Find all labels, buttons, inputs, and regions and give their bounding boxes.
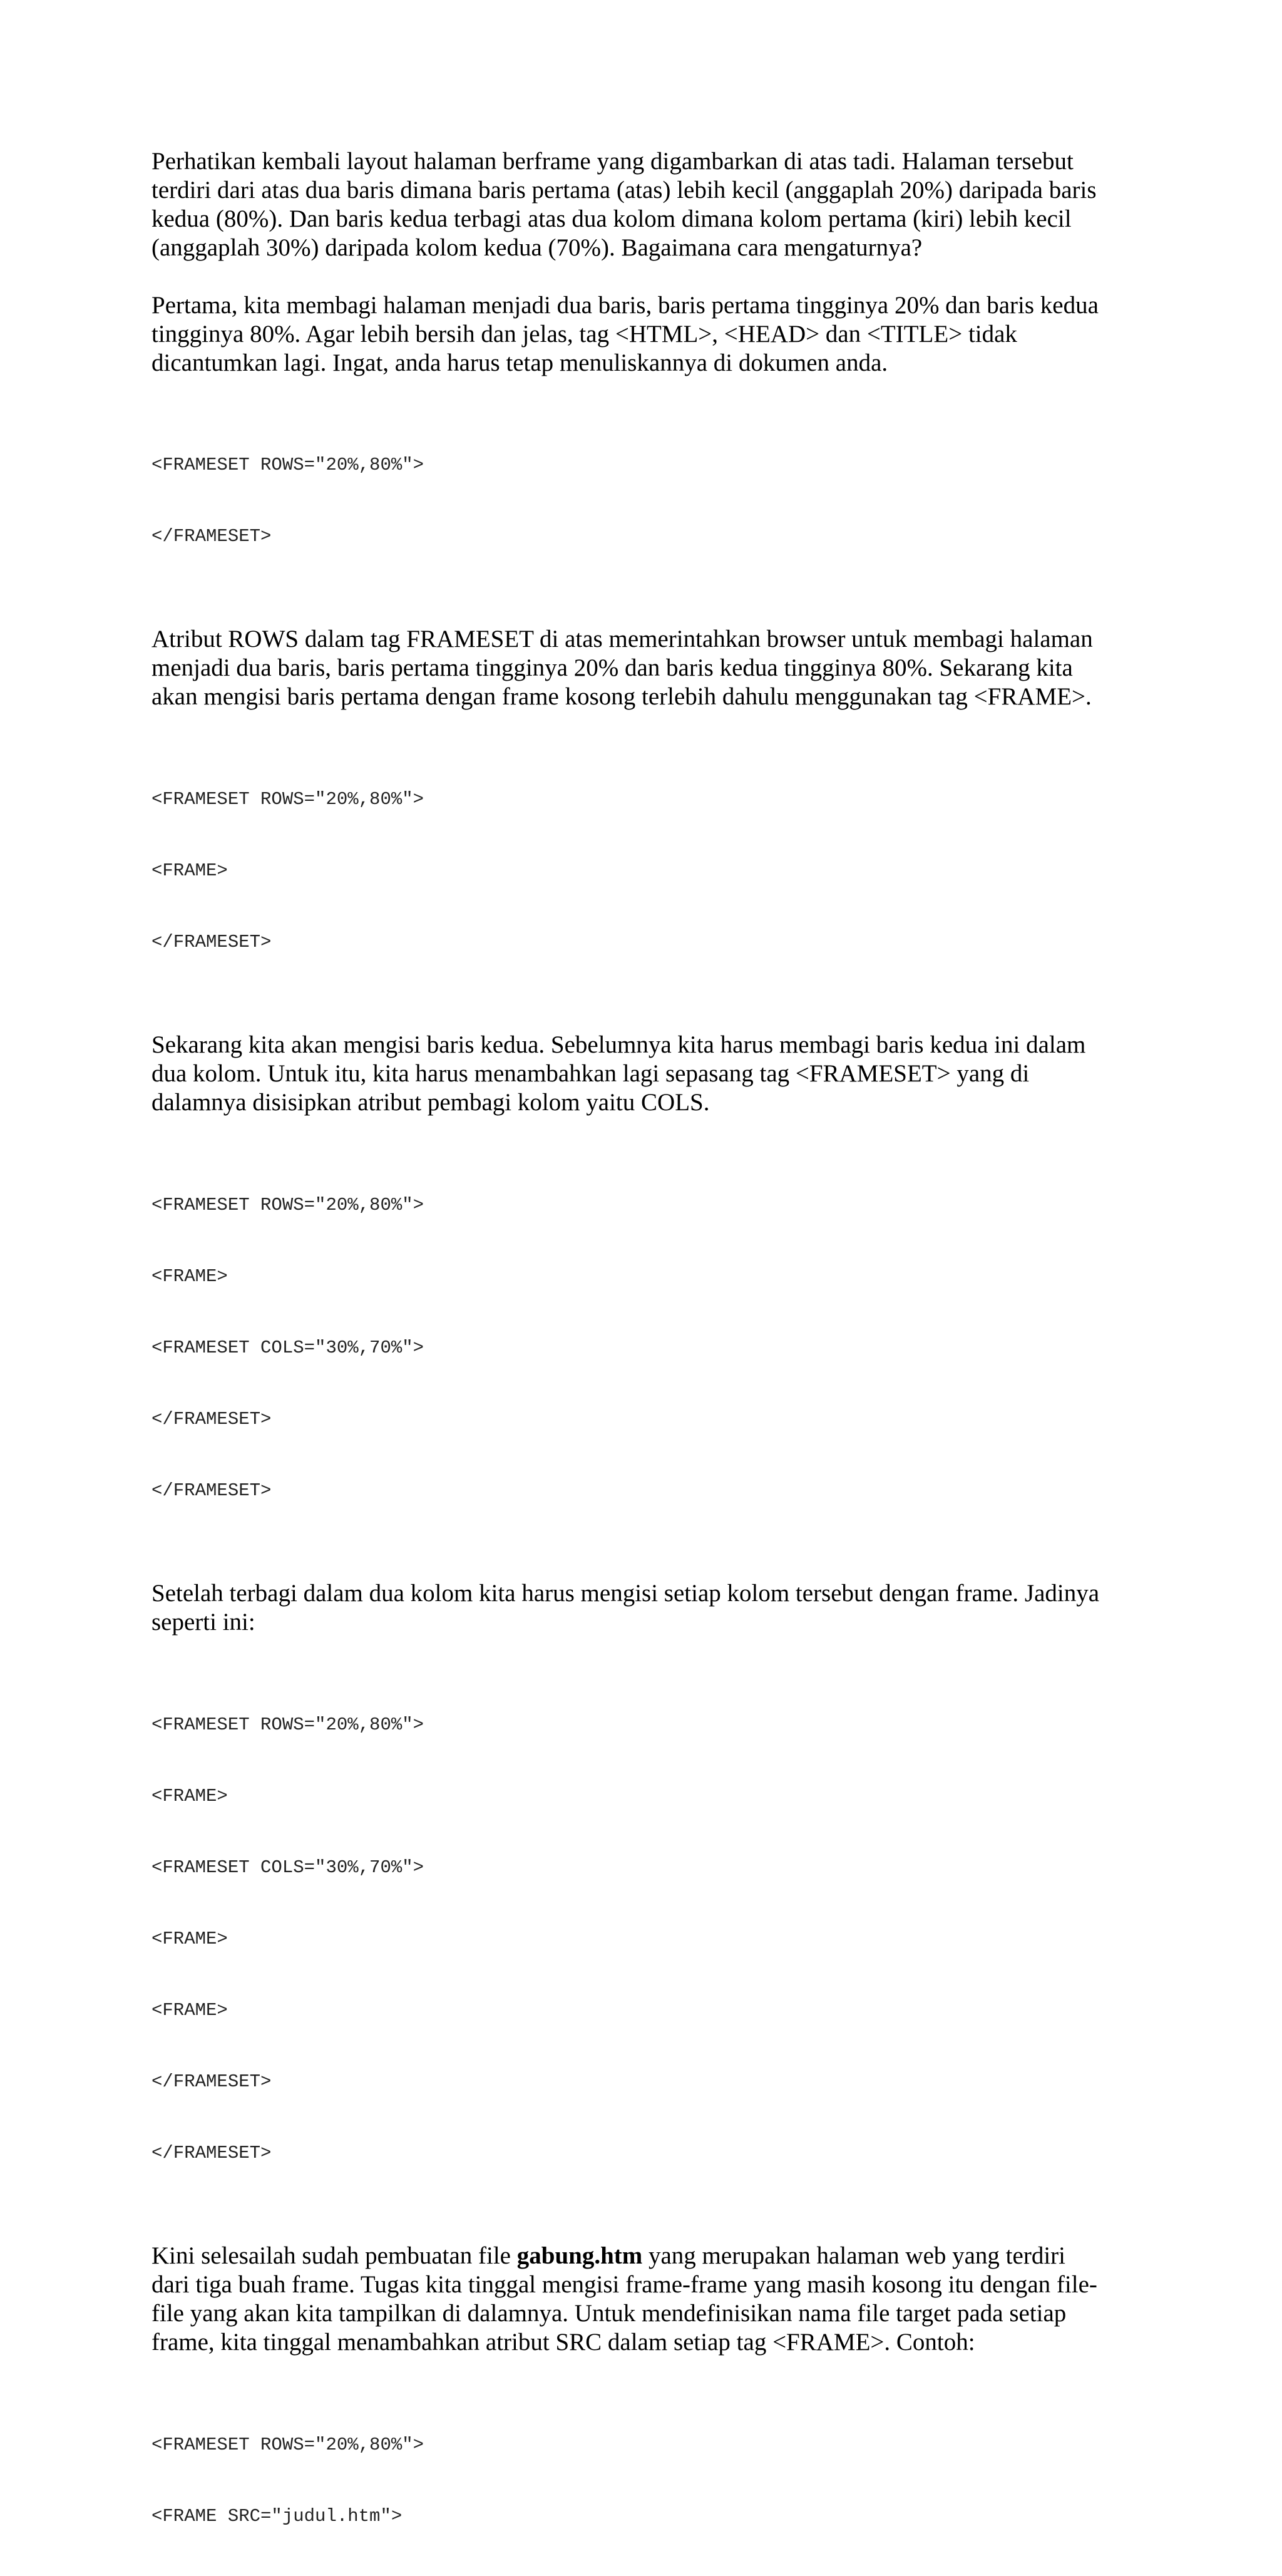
code-block-full	[151, 1666, 1141, 2213]
code-block-cols	[151, 1146, 1141, 1550]
code-line: <FRAMESET ROWS="20%,80%">	[151, 2434, 424, 2455]
code-line: <FRAME>	[151, 1786, 228, 1806]
code-line: <FRAME>	[151, 860, 228, 881]
code-line: <FRAMESET COLS="30%,70%">	[151, 1857, 424, 1878]
code-line: <FRAMESET ROWS="20%,80%">	[151, 1714, 424, 1735]
paragraph-gabung	[151, 2242, 1141, 2357]
paragraph-rows-explanation: Pertama, kita membagi halaman menjadi dua baris, baris pertama tingginya 20% dan baris kedua tingginya 80%. Agar lebih bersih dan jelas, tag <HTML>, <HEAD> dan <TITLE> tidak dicantumkan lagi. Ingat, anda harus tetap menuliskannya di dokumen anda.	[151, 292, 1099, 376]
code-line: </FRAMESET>	[151, 2071, 272, 2092]
code-line: <FRAMESET ROWS="20%,80%">	[151, 455, 424, 475]
code-block-rows	[151, 406, 1141, 596]
code-block-frame	[151, 740, 1141, 1002]
code-line: <FRAMESET ROWS="20%,80%">	[151, 1195, 424, 1215]
code-line: <FRAME>	[151, 2000, 228, 2021]
code-line: <FRAME>	[151, 1929, 228, 1949]
paragraph-intro: Perhatikan kembali layout halaman berframe yang digambarkan di atas tadi. Halaman tersebut terdiri dari atas dua baris dimana baris pertama (atas) lebih kecil (anggaplah 20%) daripada baris kedua (80%). Dan baris kedua terbagi atas dua kolom dimana kolom pertama (kiri) lebih kecil (anggaplah 30%) daripada kolom kedua (70%). Bagaimana cara mengaturnya?	[151, 148, 1097, 261]
filename-gabung: gabung.htm	[516, 2242, 643, 2269]
document-page	[151, 147, 1141, 2576]
paragraph-fill-columns: Setelah terbagi dalam dua kolom kita harus mengisi setiap kolom tersebut dengan frame. Jadinya seperti ini:	[151, 1580, 1100, 1636]
paragraph-second-row: Sekarang kita akan mengisi baris kedua. Sebelumnya kita harus membagi baris kedua ini dalam dua kolom. Untuk itu, kita harus menambahkan lagi sepasang tag <FRAMESET> yang di dalamnya disisipkan atribut pembagi kolom yaitu COLS.	[151, 1031, 1086, 1116]
code-block-src	[151, 2386, 1141, 2576]
code-line: </FRAMESET>	[151, 2143, 272, 2163]
code-line: </FRAMESET>	[151, 1480, 272, 1501]
code-line: <FRAMESET ROWS="20%,80%">	[151, 789, 424, 810]
code-line: <FRAME>	[151, 1266, 228, 1287]
code-line: </FRAMESET>	[151, 1409, 272, 1430]
paragraph-rows-attribute: Atribut ROWS dalam tag FRAMESET di atas memerintahkan browser untuk membagi halaman menjadi dua baris, baris pertama tingginya 20% dan baris kedua tingginya 80%. Sekarang kita akan mengisi baris pertama dengan frame kosong terlebih dahulu menggunakan tag <FRAME>.	[151, 626, 1093, 710]
paragraph-gabung-text-after: yang merupakan halaman web yang terdiri dari tiga buah frame. Tugas kita tinggal mengisi frame-frame yang masih kosong itu dengan file- file yang akan kita tampilkan di dalamnya. Untuk mendefinisikan nama file target pada setiap frame, kita tinggal menambahkan atribut SRC dalam setiap tag <FRAME>. Contoh:	[151, 2242, 1097, 2356]
code-line: </FRAMESET>	[151, 526, 272, 547]
paragraph-gabung-text-before: Kini selesailah sudah pembuatan file	[151, 2242, 517, 2269]
code-line: </FRAMESET>	[151, 932, 272, 952]
code-line: <FRAMESET COLS="30%,70%">	[151, 1337, 424, 1358]
code-line: <FRAME SRC="judul.htm">	[151, 2506, 403, 2527]
